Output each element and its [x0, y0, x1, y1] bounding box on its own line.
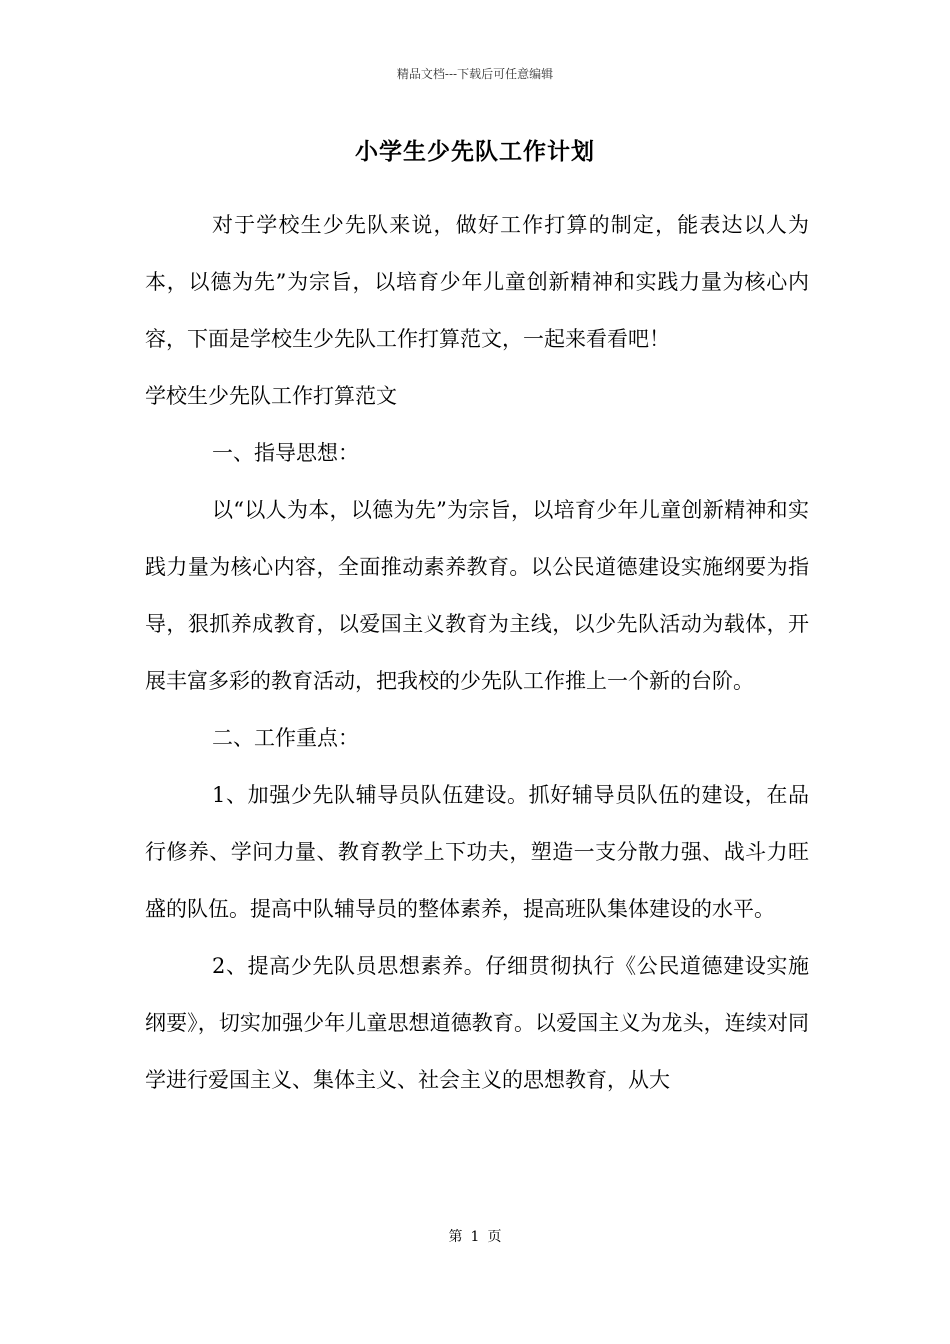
heading-work-focus: 二、工作重点：	[212, 726, 359, 750]
work-focus-item-2: 2、提高少先队员思想素养。仔细贯彻执行《公民道德建设实施纲要》，切实加强少年儿童思想道德教育。以爱国主义为龙头，连续对同学进行爱国主义、集体主义、社会主义的思想教育，从大	[145, 954, 809, 1092]
section-subtitle: 学校生少先队工作打算范文	[145, 384, 397, 408]
page-number: 1	[470, 1229, 480, 1245]
guiding-ideology-paragraph: 以“以人为本，以德为先”为宗旨，以培育少年儿童创新精神和实践力量为核心内容，全面推动素养教育。以公民道德建设实施纲要为指导，狠抓养成教育，以爱国主义教育为主线，以少先队活动为载体，开展丰富多彩的教育活动，把我校的少先队工作推上一个新的台阶。	[145, 498, 809, 693]
work-focus-item-1: 1、加强少先队辅导员队伍建设。抓好辅导员队伍的建设，在品行修养、学问力量、教育教学上下功夫，塑造一支分散力强、战斗力旺盛的队伍。提高中队辅导员的整体素养，提高班队集体建设的水平。	[145, 783, 809, 921]
page-footer	[0, 1228, 950, 1246]
page-number-suffix: 页	[487, 1229, 502, 1245]
heading-guiding-ideology: 一、指导思想：	[212, 441, 359, 465]
page-header: 精品文档---下载后可任意编辑	[396, 67, 554, 81]
intro-paragraph: 对于学校生少先队来说，做好工作打算的制定，能表达以人为本，以德为先”为宗旨，以培育少年儿童创新精神和实践力量为核心内容，下面是学校生少先队工作打算范文，一起来看看吧！	[145, 213, 809, 351]
document-title: 小学生少先队工作计划	[355, 138, 595, 165]
page-number-prefix: 第	[448, 1229, 463, 1245]
document-body	[145, 197, 809, 1109]
